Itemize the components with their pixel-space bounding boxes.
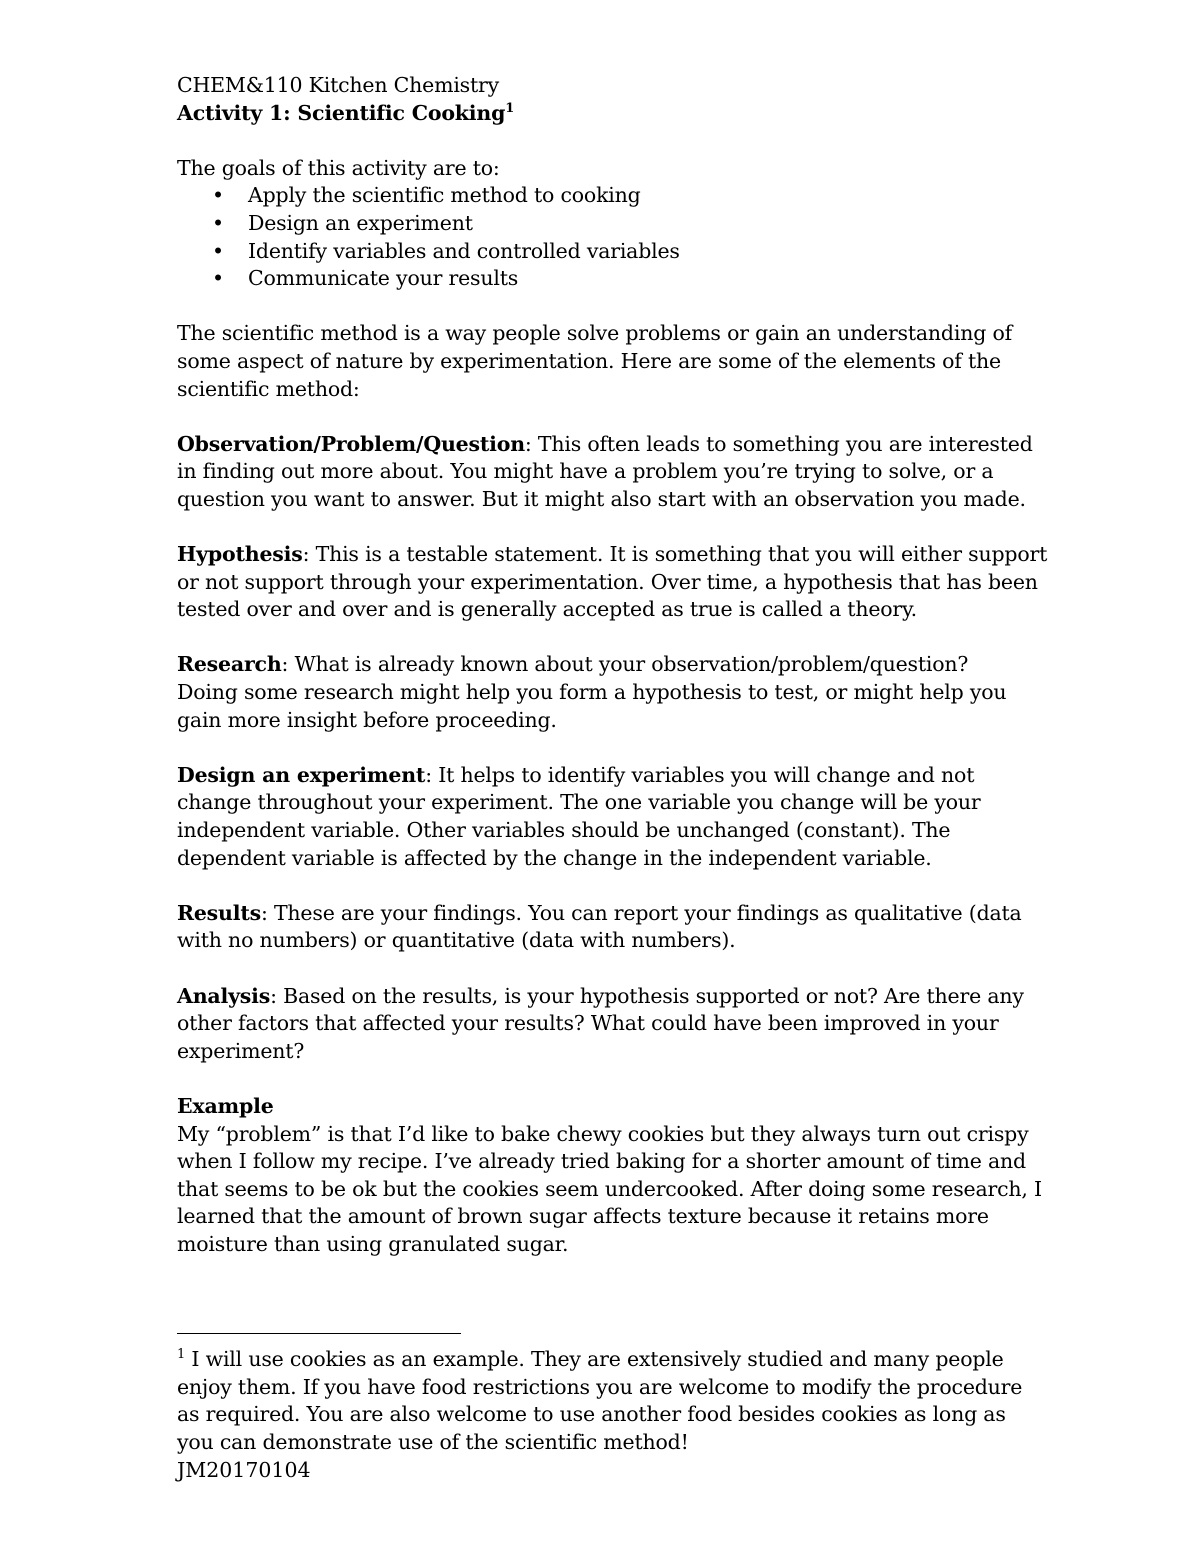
- element-design-experiment: [177, 762, 1037, 872]
- element-term: Design an experiment: [177, 762, 426, 787]
- paragraph-line: change throughout your experiment. The one variable you change will be your: [177, 790, 981, 815]
- footnote-line: as required. You are also welcome to use another food besides cookies as long as: [177, 1402, 1006, 1427]
- paragraph-line: experiment?: [177, 1038, 305, 1063]
- paragraph-line: learned that the amount of brown sugar affects texture because it retains more: [177, 1204, 989, 1229]
- paragraph-line: in finding out more about. You might have a problem you’re trying to solve, or a: [177, 459, 994, 484]
- example-section: [177, 1093, 1042, 1259]
- footnote: [177, 1346, 1037, 1456]
- paragraph-line: question you want to answer. But it might also start with an observation you made.: [177, 486, 1026, 511]
- goal-text: Communicate your results: [248, 266, 519, 291]
- document-id: JM20170104: [177, 1458, 311, 1482]
- paragraph-line: that seems to be ok but the cookies seem undercooked. After doing some research, I: [177, 1176, 1042, 1201]
- paragraph-line: other factors that affected your results? What could have been improved in your: [177, 1011, 999, 1036]
- paragraph-line: some aspect of nature by experimentation. Here are some of the elements of the: [177, 348, 1001, 373]
- paragraph-line: Doing some research might help you form a hypothesis to test, or might help you: [177, 680, 1007, 705]
- footnote-line: you can demonstrate use of the scientific method!: [177, 1429, 689, 1454]
- paragraph-line: with no numbers) or quantitative (data with numbers).: [177, 928, 736, 953]
- list-item: [177, 210, 1037, 238]
- list-item: [177, 265, 1037, 293]
- paragraph-line: moisture than using granulated sugar.: [177, 1231, 569, 1256]
- paragraph-line: independent variable. Other variables should be unchanged (constant). The: [177, 818, 951, 843]
- paragraph-line: tested over and over and is generally accepted as true is called a theory.: [177, 597, 917, 622]
- footnote-line: I will use cookies as an example. They are extensively studied and many people: [185, 1347, 1004, 1371]
- method-intro-paragraph: [177, 320, 1037, 403]
- spacer: [177, 127, 1037, 155]
- goals-list: [177, 182, 1037, 292]
- paragraph-line: The scientific method is a way people solve problems or gain an understanding of: [177, 321, 1012, 346]
- course-title: CHEM&110 Kitchen Chemistry: [177, 73, 500, 97]
- paragraph-line: or not support through your experimentation. Over time, a hypothesis that has been: [177, 569, 1038, 594]
- goal-text: Apply the scientific method to cooking: [248, 183, 641, 208]
- bullet-icon: •: [212, 210, 224, 235]
- element-results: [177, 900, 1037, 955]
- goals-intro: The goals of this activity are to:: [177, 155, 500, 180]
- paragraph-line: scientific method:: [177, 376, 360, 401]
- paragraph-line: My “problem” is that I’d like to bake chewy cookies but they always turn out crispy: [177, 1121, 1029, 1146]
- paragraph-line: : It helps to identify variables you will change and not: [425, 762, 975, 787]
- paragraph-line: when I follow my recipe. I’ve already tried baking for a shorter amount of time and: [177, 1149, 1026, 1174]
- paragraph-line: : What is already known about your observation/problem/question?: [281, 652, 969, 677]
- footnote-reference[interactable]: 1: [505, 100, 515, 116]
- paragraph-line: : These are your findings. You can report your findings as qualitative (data: [260, 900, 1022, 925]
- paragraph-line: : This often leads to something you are interested: [524, 431, 1033, 456]
- footnote-divider: [177, 1333, 461, 1334]
- list-item: [177, 238, 1037, 266]
- list-item: [177, 182, 1037, 210]
- bullet-icon: •: [212, 266, 224, 291]
- element-term: Results: [177, 900, 261, 925]
- activity-title-text: Activity 1: Scientific Cooking: [177, 100, 506, 125]
- activity-title: [177, 100, 1037, 128]
- bullet-icon: •: [212, 183, 224, 208]
- element-research: [177, 651, 1037, 734]
- paragraph-line: gain more insight before proceeding.: [177, 707, 557, 732]
- paragraph-line: dependent variable is affected by the change in the independent variable.: [177, 845, 932, 870]
- example-heading: Example: [177, 1093, 274, 1118]
- document-body: [177, 72, 1048, 1259]
- element-hypothesis: [177, 541, 1048, 624]
- bullet-icon: •: [212, 238, 224, 263]
- element-term: Research: [177, 652, 282, 677]
- spacer: [177, 293, 1037, 321]
- element-term: Hypothesis: [177, 542, 303, 567]
- element-term: Observation/Problem/Question: [177, 431, 525, 456]
- footnote-marker: 1: [177, 1347, 186, 1363]
- element-term: Analysis: [177, 983, 271, 1008]
- element-analysis: [177, 983, 1037, 1066]
- element-observation: [177, 431, 1037, 514]
- goal-text: Design an experiment: [248, 210, 473, 235]
- paragraph-line: : Based on the results, is your hypothesis supported or not? Are there any: [270, 983, 1024, 1008]
- footnote-line: enjoy them. If you have food restrictions you are welcome to modify the procedure: [177, 1374, 1023, 1399]
- paragraph-line: : This is a testable statement. It is something that you will either support: [302, 542, 1048, 567]
- goal-text: Identify variables and controlled variables: [248, 238, 680, 263]
